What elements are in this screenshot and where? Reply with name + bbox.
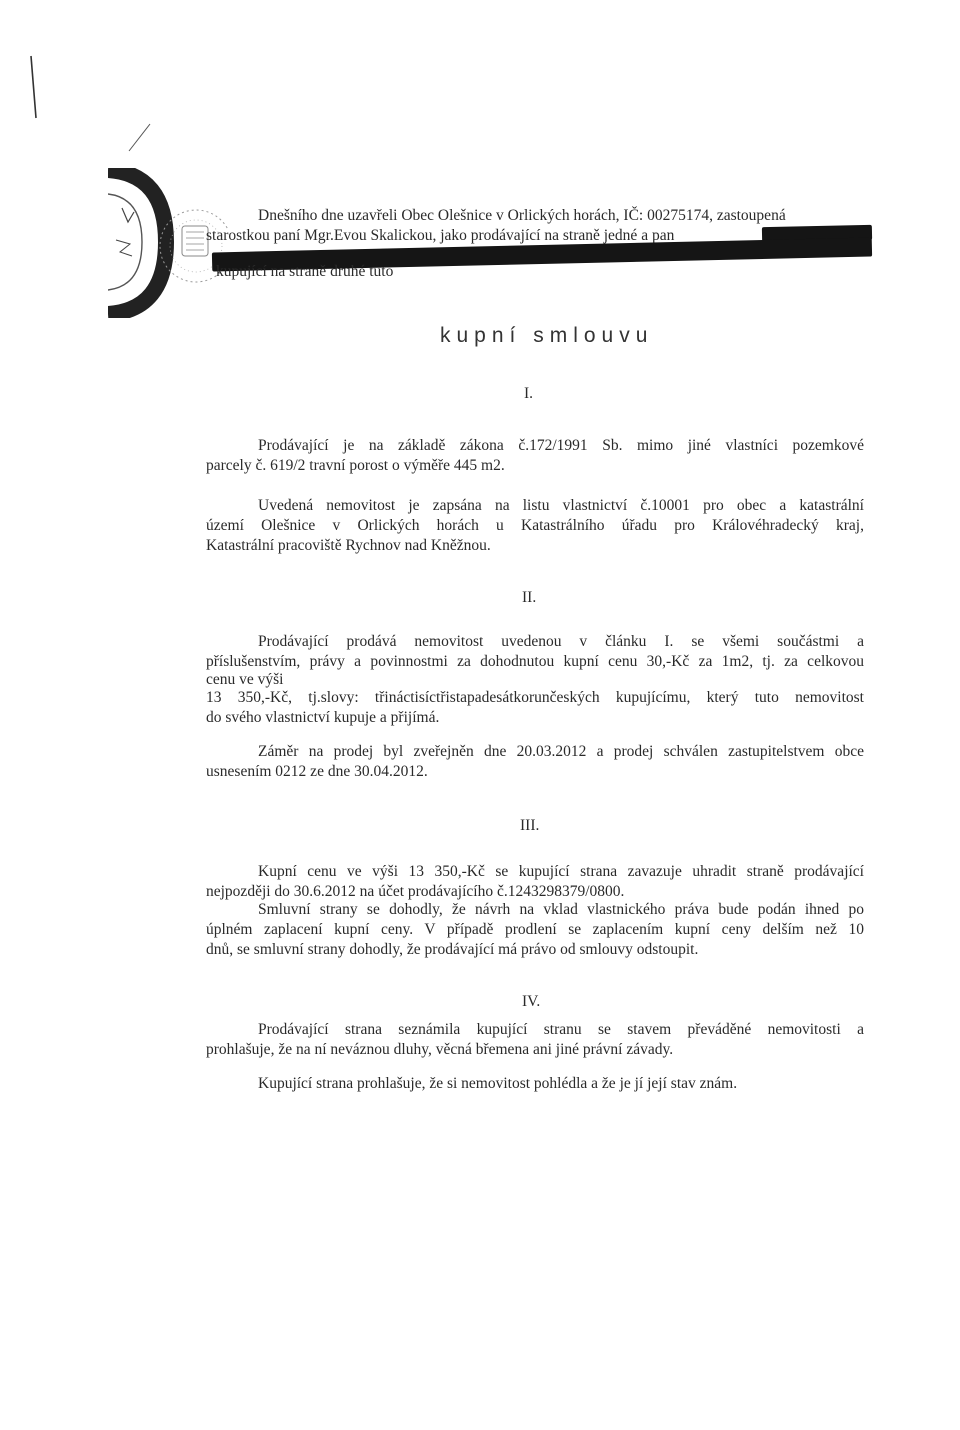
section-3-para-2-line-2: úplném zaplacení kupní ceny. V případě prodlení se zaplacením kupní ceny delším než 10 [206,921,864,938]
section-3-para-2-line-1: Smluvní strany se dohodly, že návrh na vklad vlastnického práva bude podán ihned po [258,901,864,918]
section-1-para-2-line-2: území Olešnice v Orlických horách u Katastrálního úřadu pro Královéhradecký kraj, [206,517,864,534]
section-3-para-1-line-2: nejpozději do 30.6.2012 na účet prodávajícího č.1243298379/0800. [206,883,625,900]
section-2-para-1-line-1: Prodávající prodává nemovitost uvedenou v článku I. se všemi součástmi a [258,633,864,650]
section-1-para-1-line-2: parcely č. 619/2 travní porost o výměře 445 m2. [206,457,505,474]
section-3-para-1-line-1: Kupní cenu ve výši 13 350,-Kč se kupující strana zavazuje uhradit straně prodávající [258,863,864,880]
intro-line-1: Dnešního dne uzavřeli Obec Olešnice v Orlických horách, IČ: 00275174, zastoupená [258,207,786,224]
section-2-para-1-line-5: do svého vlastnictví kupuje a přijímá. [206,709,440,726]
section-2-para-1-line-2: příslušenstvím, právy a povinnostmi za dohodnutou kupní cenu 30,-Kč za 1m2, tj. za celkovou [206,653,864,670]
section-1-para-1-line-1: Prodávající je na základě zákona č.172/1991 Sb. mimo jiné vlastníci pozemkové [258,437,864,454]
section-4-para-1-line-1: Prodávající strana seznámila kupující stranu se stavem převáděné nemovitosti a [258,1021,864,1038]
section-3-para-2-line-3: dnů, se smluvní strany dohodly, že prodávající má právo od smlouvy odstoupit. [206,941,699,958]
intro-line-2: starostkou paní Mgr.Evou Skalickou, jako prodávající na straně jedné a pan [206,227,675,244]
section-1-para-2-line-3: Katastrální pracoviště Rychnov nad Kněžnou. [206,537,491,554]
section-1-numeral: I. [524,385,534,402]
section-2-numeral: II. [522,589,537,606]
margin-pen-marks [0,0,200,180]
section-2-para-2-line-1: Záměr na prodej byl zveřejněn dne 20.03.2012 a prodej schválen zastupitelstvem obce [258,743,864,760]
section-4-para-1-line-2: prohlašuje, že na ní neváznou dluhy, věcná břemena ani jiné právní závady. [206,1041,674,1058]
section-4-para-2-line-1: Kupující strana prohlašuje, že si nemovitost pohlédla a že je jí její stav znám. [258,1075,738,1092]
section-2-para-1-line-3: cenu ve výši [206,671,284,688]
section-4-numeral: IV. [522,993,541,1010]
section-2-para-2-line-2: usnesením 0212 ze dne 30.04.2012. [206,763,428,780]
section-1-para-2-line-1: Uvedená nemovitost je zapsána na listu vlastnictví č.10001 pro obec a katastrální [258,497,864,514]
intro-line-3: kupující na straně druhé tuto [216,263,394,280]
section-3-numeral: III. [520,817,540,834]
section-2-para-1-line-4: 13 350,-Kč, tj.slovy: třináctisíctřistapadesátkorunčeských kupujícímu, který tuto nemovitost [206,689,864,706]
document-title: kupní smlouvu [440,324,654,347]
